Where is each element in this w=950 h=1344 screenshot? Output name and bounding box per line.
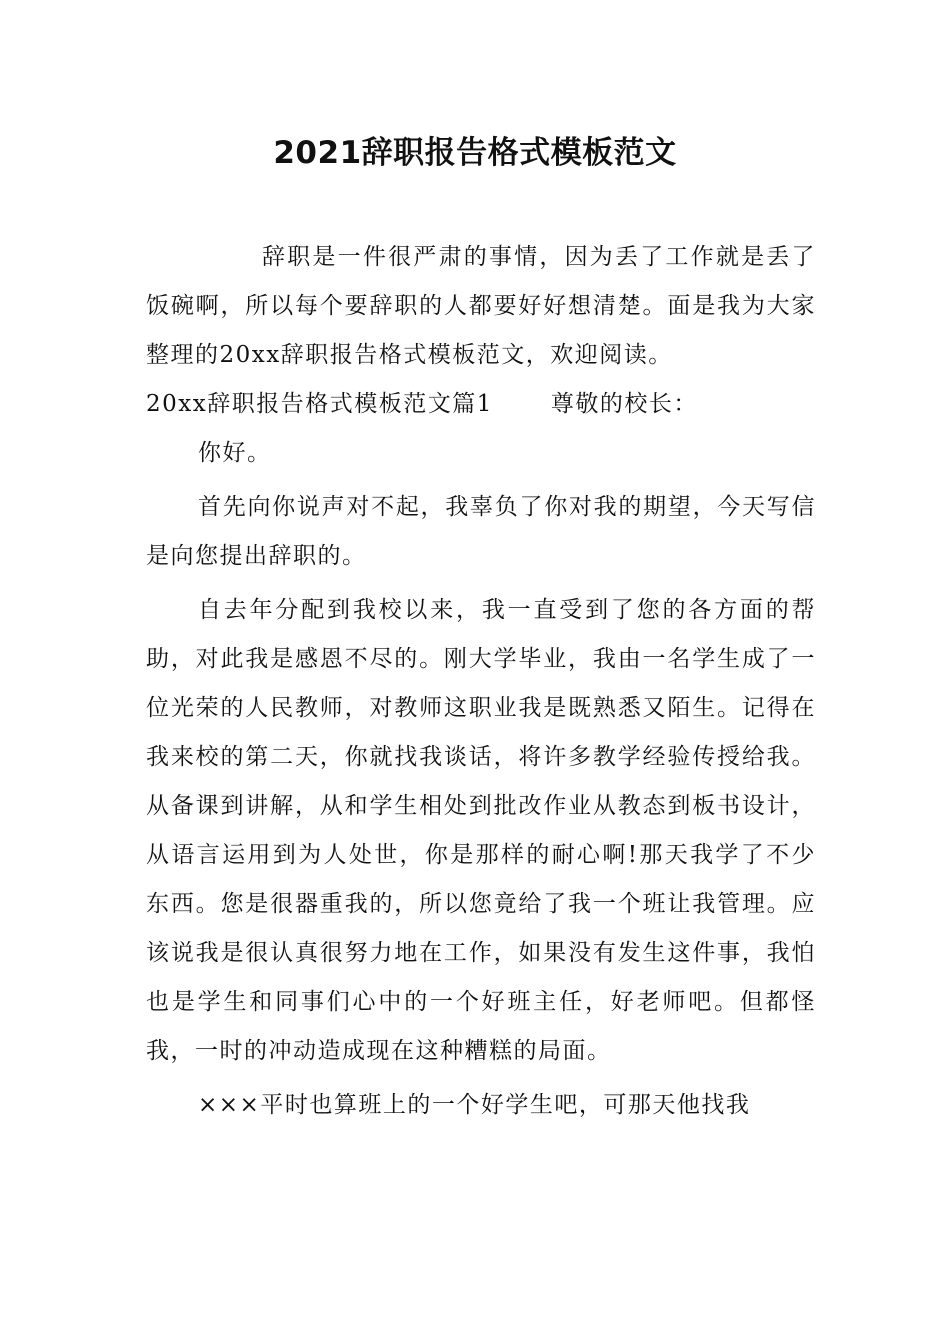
document-title: 2021辞职报告格式模板范文 bbox=[273, 135, 677, 171]
body-paragraph-3: ×××平时也算班上的一个好学生吧，可那天他找我 bbox=[198, 1092, 751, 1118]
intro-paragraph: 辞职是一件很严肃的事情，因为丢了工作就是丢了饭碗啊，所以每个要辞职的人都要好好想清楚。面是我为大家整理的20xx辞职报告格式模板范文，欢迎阅读。 bbox=[146, 244, 816, 368]
greeting-paragraph: 你好。 bbox=[198, 440, 272, 466]
body-paragraph-1: 首先向你说声对不起，我辜负了你对我的期望，今天写信是向您提出辞职的。 bbox=[146, 494, 816, 569]
body-paragraph-2: 自去年分配到我校以来，我一直受到了您的各方面的帮助，对此我是感恩不尽的。刚大学毕业，我由一名学生成了一位光荣的人民教师，对教师这职业我是既熟悉又陌生。记得在我来校的第二天，你就找我谈话，将许多教学经验传授给我。从备课到讲解，从和学生相处到批改作业从教态到板书设计，从语言运用到为人处世，你是那样的耐心啊!那天我学了不少东西。您是很器重我的，所以您竟给了我一个班让我管理。应该说我是很认真很努力地在工作，如果没有发生这件事，我怕也是学生和同事们心中的一个好班主任，好老师吧。但都怪我，一时的冲动造成现在这种糟糕的局面。 bbox=[146, 597, 816, 1064]
salutation: 尊敬的校长： bbox=[550, 391, 698, 417]
document-body bbox=[146, 233, 816, 1130]
section-heading: 20xx辞职报告格式模板范文篇1 bbox=[146, 391, 493, 417]
section-line bbox=[146, 380, 816, 429]
